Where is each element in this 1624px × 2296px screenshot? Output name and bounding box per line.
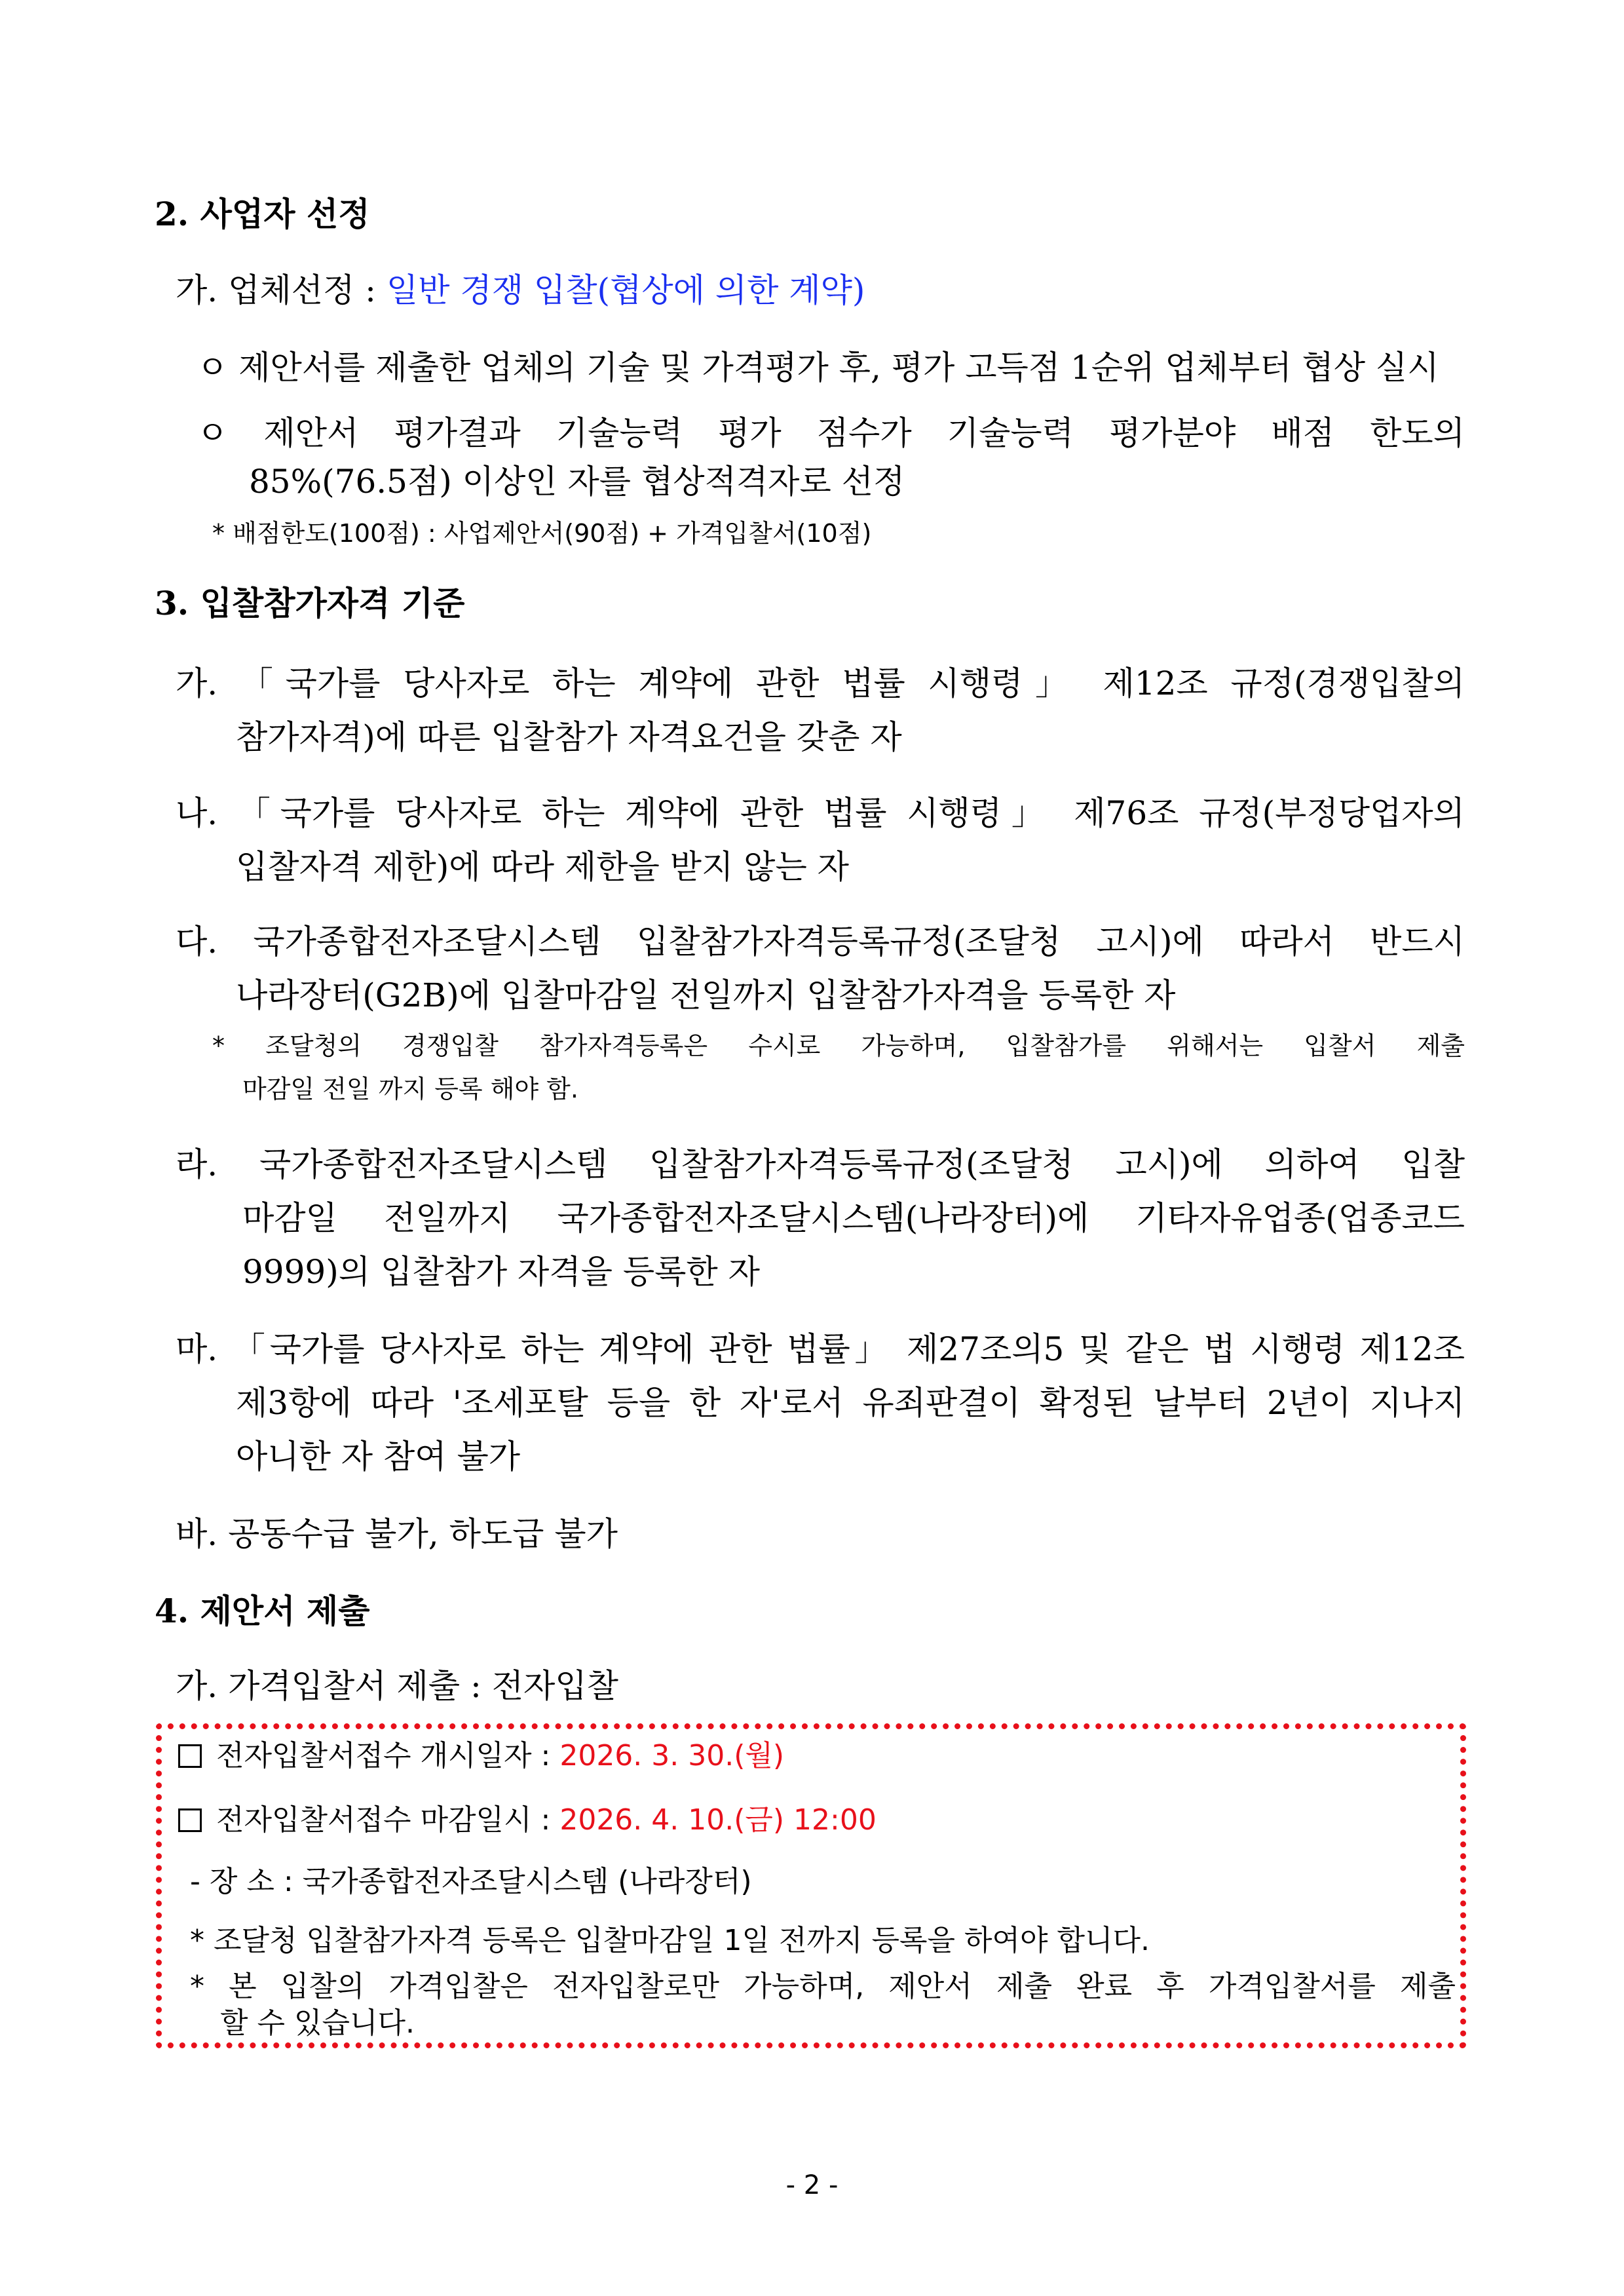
- sec3-da-line-1: 다. 국가종합전자조달시스템 입찰참가자격등록규정(조달청 고시)에 따라서 반드시: [176, 923, 1465, 961]
- sec3-ma-line-2: 제3항에 따라 '조세포탈 등을 한 자'로서 유죄판결이 확정된 날부터 2년이 지나지: [236, 1384, 1465, 1422]
- sec3-ra-line-2: 마감일 전일까지 국가종합전자조달시스템(나라장터)에 기타자유업종(업종코드: [242, 1199, 1465, 1237]
- bid-open-date: 2026. 3. 30.(월): [559, 1739, 785, 1772]
- sec3-da-line-2: 나라장터(G2B)에 입찰마감일 전일까지 입찰참가자격을 등록한 자: [236, 976, 1176, 1014]
- selection-method: 일반 경쟁 입찰(협상에 의한 계약): [386, 271, 865, 309]
- bid-place: - 장 소 : 국가종합전자조달시스템 (나라장터): [190, 1865, 752, 1898]
- sec2-bullet-2-line-2: 85%(76.5점) 이상인 자를 협상적격자로 선정: [249, 463, 905, 501]
- sec3-ra-line-1: 라. 국가종합전자조달시스템 입찰참가자격등록규정(조달청 고시)에 의하여 입찰: [176, 1145, 1465, 1183]
- sec3-ra-line-3: 9999)의 입찰참가 자격을 등록한 자: [242, 1253, 760, 1291]
- sec2-ga-label: 가. 업체선정 :: [176, 271, 387, 309]
- section-4-title: 4. 제안서 제출: [155, 1592, 370, 1630]
- sec3-da-note-2: 마감일 전일 까지 등록 해야 함.: [242, 1075, 578, 1103]
- bid-open-label: 전자입찰서접수 개시일자 :: [216, 1739, 560, 1772]
- sec3-na-line-2: 입찰자격 제한)에 따라 제한을 받지 않는 자: [236, 848, 849, 886]
- bid-close-line: [178, 1799, 877, 1841]
- sec3-ga-line-1: 가. 「국가를 당사자로 하는 계약에 관한 법률 시행령」 제12조 규정(경쟁입찰의: [176, 664, 1465, 702]
- sec3-ma-line-3: 아니한 자 참여 불가: [236, 1438, 521, 1476]
- sec2-bullet-2-line-1: ㅇ 제안서 평가결과 기술능력 평가 점수가 기술능력 평가분야 배점 한도의: [197, 414, 1465, 452]
- bid-close-datetime: 2026. 4. 10.(금) 12:00: [559, 1803, 877, 1837]
- section-2-title: 2. 사업자 선정: [155, 195, 370, 233]
- sec2-bullet-1: ㅇ 제안서를 제출한 업체의 기술 및 가격평가 후, 평가 고득점 1순위 업체부터 협상 실시: [197, 349, 1439, 387]
- sec3-na-line-1: 나. 「국가를 당사자로 하는 계약에 관한 법률 시행령」 제76조 규정(부정당업자의: [176, 794, 1465, 832]
- box-note-2-line-1: * 본 입찰의 가격입찰은 전자입찰로만 가능하며, 제안서 제출 완료 후 가격입찰서를 제출: [190, 1970, 1456, 2003]
- checkbox-icon: [178, 1744, 202, 1768]
- page-number: - 2 -: [785, 2170, 839, 2200]
- sec3-ba: 바. 공동수급 불가, 하도급 불가: [176, 1515, 618, 1553]
- section-3-title: 3. 입찰참가자격 기준: [155, 584, 465, 622]
- checkbox-icon: [178, 1808, 202, 1832]
- box-note-1: * 조달청 입찰참가자격 등록은 입찰마감일 1일 전까지 등록을 하여야 합니다.: [190, 1924, 1150, 1957]
- sec3-da-note-1: * 조달청의 경쟁입찰 참가자격등록은 수시로 가능하며, 입찰참가를 위해서는 입찰서 제출: [212, 1031, 1465, 1060]
- box-note-2-line-2: 할 수 있습니다.: [220, 2006, 415, 2040]
- sec3-ga-line-2: 참가자격)에 따른 입찰참가 자격요건을 갖춘 자: [236, 718, 902, 756]
- sec4-ga: 가. 가격입찰서 제출 : 전자입찰: [176, 1667, 618, 1705]
- sec2-ga-line: [176, 267, 865, 313]
- sec2-note: * 배점한도(100점) : 사업제안서(90점) + 가격입찰서(10점): [212, 519, 872, 548]
- bid-open-line: [178, 1735, 784, 1777]
- bid-close-label: 전자입찰서접수 마감일시 :: [216, 1803, 560, 1837]
- sec3-ma-line-1: 마. 「국가를 당사자로 하는 계약에 관한 법률」 제27조의5 및 같은 법 시행령 제12조: [176, 1330, 1465, 1368]
